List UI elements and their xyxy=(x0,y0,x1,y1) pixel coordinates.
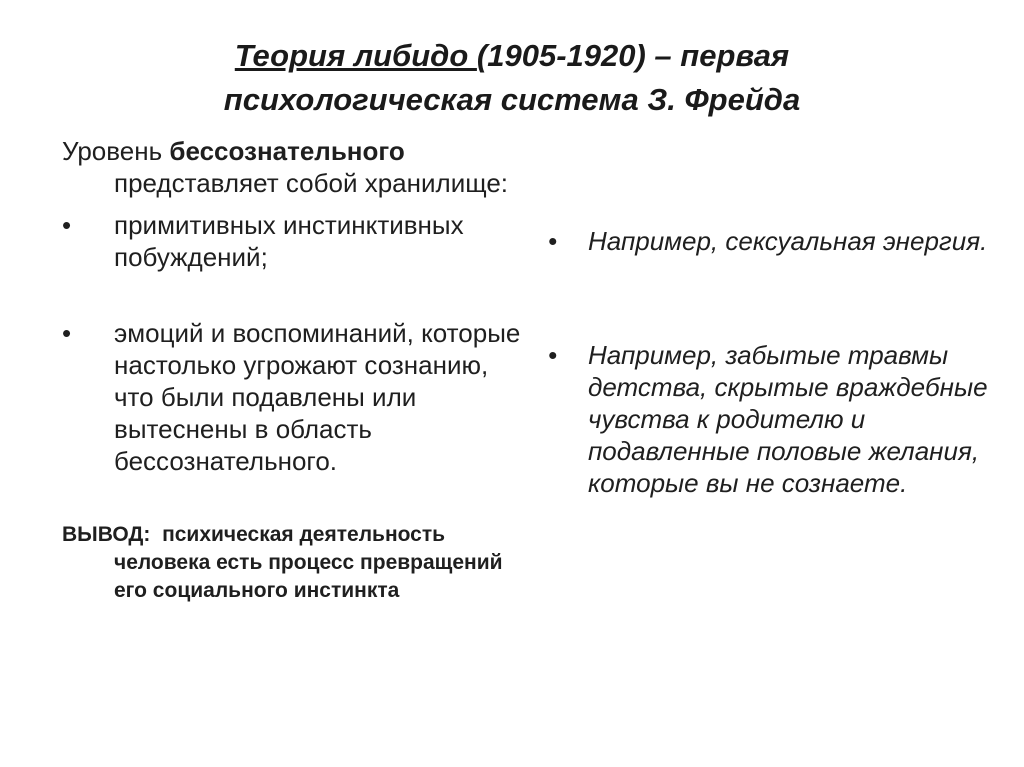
left-bullet-item xyxy=(62,209,532,273)
left-bullet-item xyxy=(62,317,532,477)
slide-title xyxy=(0,34,1024,122)
title-rest-line1: (1905-1920) – первая xyxy=(476,38,790,73)
bullet-dot-icon: • xyxy=(548,226,558,256)
intro-bold-term: бессознательного xyxy=(169,136,405,166)
title-line2: психологическая система З. Фрейда xyxy=(223,82,801,117)
conclusion-label: ВЫВОД: xyxy=(62,523,151,546)
conclusion-text: психическая деятельность человека есть процесс превращений его социального инстинкта xyxy=(114,523,503,602)
right-bullet-text: Например, сексуальная энергия. xyxy=(588,226,988,256)
bullet-dot-icon: • xyxy=(62,210,72,240)
left-bullet-text: примитивных инстинктивных побуждений; xyxy=(114,210,464,272)
bullet-dot-icon: • xyxy=(62,318,72,348)
intro-rest: представляет собой хранилище: xyxy=(114,168,508,198)
right-column xyxy=(548,225,988,499)
right-bullet-item xyxy=(548,339,988,499)
right-bullet-item xyxy=(548,225,988,257)
left-column xyxy=(62,135,532,626)
right-bullet-text: Например, забытые травмы детства, скрытые враждебные чувства к родителю и подавленные половые желания, которые вы не сознаете. xyxy=(588,340,988,498)
intro-prefix: Уровень xyxy=(62,136,170,166)
intro-paragraph xyxy=(62,135,532,199)
conclusion-paragraph xyxy=(62,521,532,605)
title-underlined-part: Теория либидо xyxy=(234,38,477,73)
bullet-dot-icon: • xyxy=(548,340,558,370)
left-bullet-text: эмоций и воспоминаний, которые настолько угрожают сознанию, что были подавлены или вытеснены в область бессознательного. xyxy=(114,318,521,476)
